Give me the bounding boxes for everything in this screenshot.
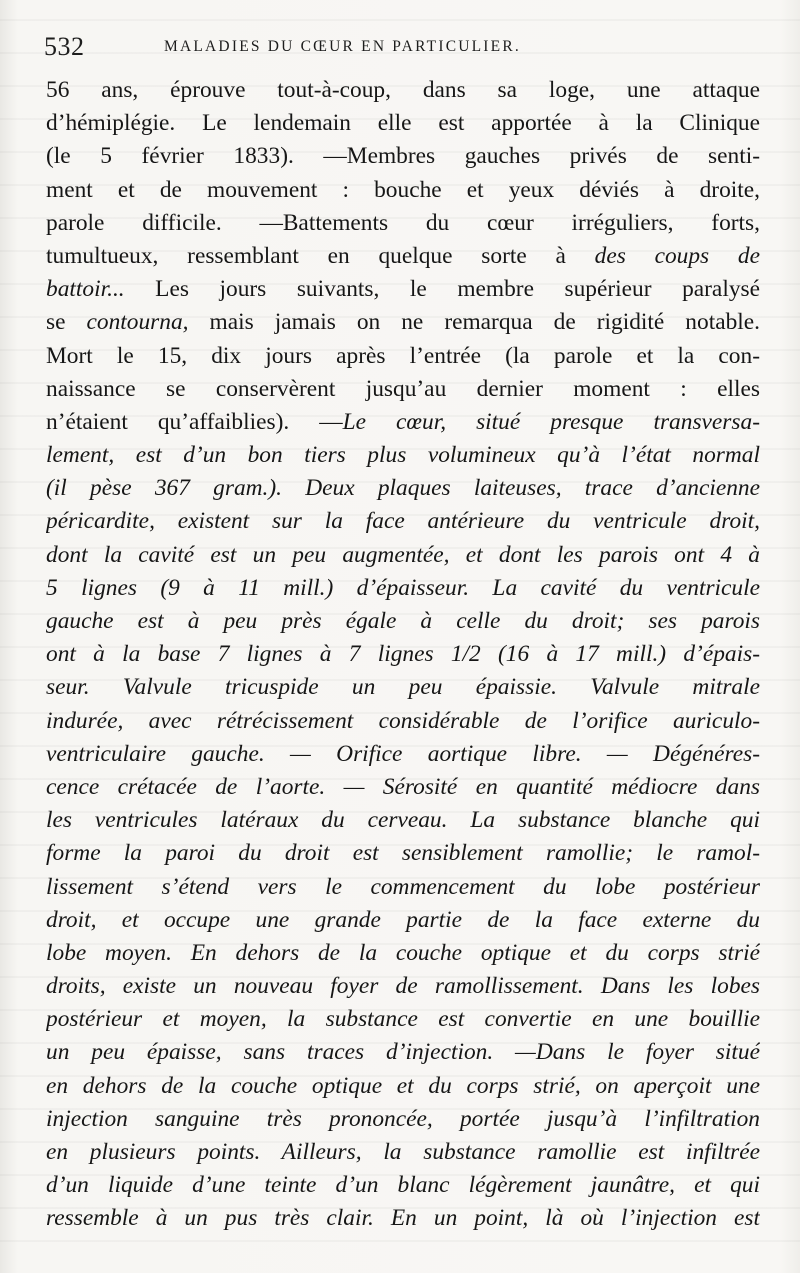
text-line — [46, 140, 760, 173]
page-number: 532 — [44, 32, 85, 61]
text-line — [46, 937, 760, 970]
text-line — [46, 738, 760, 771]
text-segment: dont la cavité est un peu augmentée, et dont les parois ont 4 à — [46, 541, 760, 568]
text-line — [46, 406, 760, 439]
text-segment: d’hémiplégie. Le lendemain elle est apportée à la Clinique — [46, 110, 760, 137]
text-segment: lement, est d’un bon tiers plus volumineux qu’à l’état normal — [46, 442, 760, 469]
text-line — [46, 207, 760, 240]
text-segment: seur. Valvule tricuspide un peu épaissie. Valvule mitrale — [46, 674, 760, 701]
text-line — [46, 771, 760, 804]
text-line — [46, 340, 760, 373]
text-segment: forme la paroi du droit est sensiblement ramollie; le ramol- — [46, 840, 760, 867]
text-segment: Deux plaques laiteuses, trace d’ancienne — [282, 475, 760, 502]
text-line — [46, 871, 760, 904]
text-segment: lobe moyen. En dehors de la couche optique et du corps strié — [46, 939, 760, 966]
text-line — [46, 74, 760, 107]
text-line — [46, 240, 760, 273]
text-segment: (le 5 février 1833). —Membres gauches privés de senti- — [46, 143, 760, 170]
text-line — [46, 107, 760, 140]
text-line — [46, 273, 760, 306]
text-line — [46, 1036, 760, 1069]
text-line — [46, 174, 760, 207]
text-line — [46, 539, 760, 572]
text-segment: lissement s’étend vers le commencement du lobe postérieur — [46, 873, 760, 900]
text-segment: d’un liquide d’une teinte d’un blanc légèrement jaunâtre, et qui — [46, 1172, 760, 1199]
text-line — [46, 705, 760, 738]
text-segment: il pèse 367 gram.). — [53, 475, 283, 502]
text-segment: Le cœur, situé presque transversa- — [342, 408, 760, 435]
text-segment: injection sanguine très prononcée, portée jusqu’à l’infiltration — [46, 1105, 760, 1132]
body-text — [46, 74, 760, 1236]
text-line — [46, 505, 760, 538]
text-line — [46, 804, 760, 837]
text-segment: se — [46, 309, 87, 336]
text-segment: gauche est à peu près égale à celle du droit; ses parois — [46, 608, 760, 634]
text-line — [46, 572, 760, 605]
text-segment: naissance se conservèrent jusqu’au dernier moment : elles — [46, 375, 760, 402]
text-segment: péricardite, existent sur la face antérieure du ventricule droit, — [46, 508, 760, 535]
text-segment: mais jamais on ne remarqua de rigidité notable. — [188, 309, 760, 336]
running-head: MALADIES DU CŒUR EN PARTICULIER. — [164, 38, 521, 55]
text-segment: un peu épaisse, sans traces d’injection. —Dans le foyer situé — [46, 1039, 760, 1066]
text-line — [46, 1136, 760, 1169]
text-segment: droit, et occupe une grande partie de la face externe du — [46, 906, 760, 933]
text-segment: 56 ans, éprouve tout-à-coup, dans sa loge, une attaque — [46, 77, 760, 103]
text-segment: contourna, — [86, 309, 189, 336]
text-segment: ment et de mouvement : bouche et yeux déviés à droite, — [46, 176, 760, 203]
text-segment: cence crétacée de l’aorte. — Sérosité en quantité médiocre dans — [46, 773, 760, 800]
text-line — [46, 638, 760, 671]
text-line — [46, 970, 760, 1003]
text-line — [46, 306, 760, 339]
text-line — [46, 1070, 760, 1103]
text-segment: des coups de — [594, 242, 760, 269]
text-segment: ont à la base 7 lignes à 7 lignes 1/2 (16 à 17 mill.) d’épais- — [46, 641, 760, 668]
text-segment: 5 lignes (9 à 11 mill.) d’épaisseur. La cavité du ventricule — [46, 574, 760, 601]
text-segment: ressemble à un pus très clair. En un point, là où l’injection est — [46, 1205, 760, 1232]
text-line — [46, 904, 760, 937]
text-line — [46, 373, 760, 406]
text-segment: parole difficile. —Battements du cœur irréguliers, forts, — [46, 209, 760, 236]
text-line — [46, 837, 760, 870]
text-segment: en plusieurs points. Ailleurs, la substance ramollie est infiltrée — [46, 1139, 760, 1165]
text-segment: tumultueux, ressemblant en quelque sorte à — [46, 242, 595, 269]
text-segment: Les jours suivants, le membre supérieur paralysé — [124, 276, 760, 303]
text-segment: en dehors de la couche optique et du corps strié, on aperçoit une — [46, 1072, 760, 1099]
page-header — [44, 32, 764, 62]
text-segment: ventriculaire gauche. — Orifice aortique libre. — Dégénéres- — [46, 740, 760, 767]
text-segment: postérieur et moyen, la substance est convertie en une bouillie — [46, 1006, 760, 1033]
text-segment: ( — [46, 475, 54, 502]
text-segment: droits, existe un nouveau foyer de ramollissement. Dans les lobes — [46, 973, 760, 1000]
text-segment: battoir... — [46, 276, 125, 303]
text-segment: n’étaient qu’affaiblies). — — [46, 408, 343, 435]
text-line — [46, 1103, 760, 1136]
text-line — [46, 671, 760, 704]
text-line — [46, 605, 760, 638]
text-segment: Mort le 15, dix jours après l’entrée (la parole et la con- — [46, 342, 760, 369]
text-line — [46, 1169, 760, 1202]
text-line — [46, 1003, 760, 1036]
text-line — [46, 472, 760, 505]
text-segment: les ventricules latéraux du cerveau. La substance blanche qui — [46, 807, 760, 834]
text-line — [46, 1202, 760, 1235]
text-segment: indurée, avec rétrécissement considérable de l’orifice auriculo- — [46, 707, 760, 734]
text-line — [46, 439, 760, 472]
